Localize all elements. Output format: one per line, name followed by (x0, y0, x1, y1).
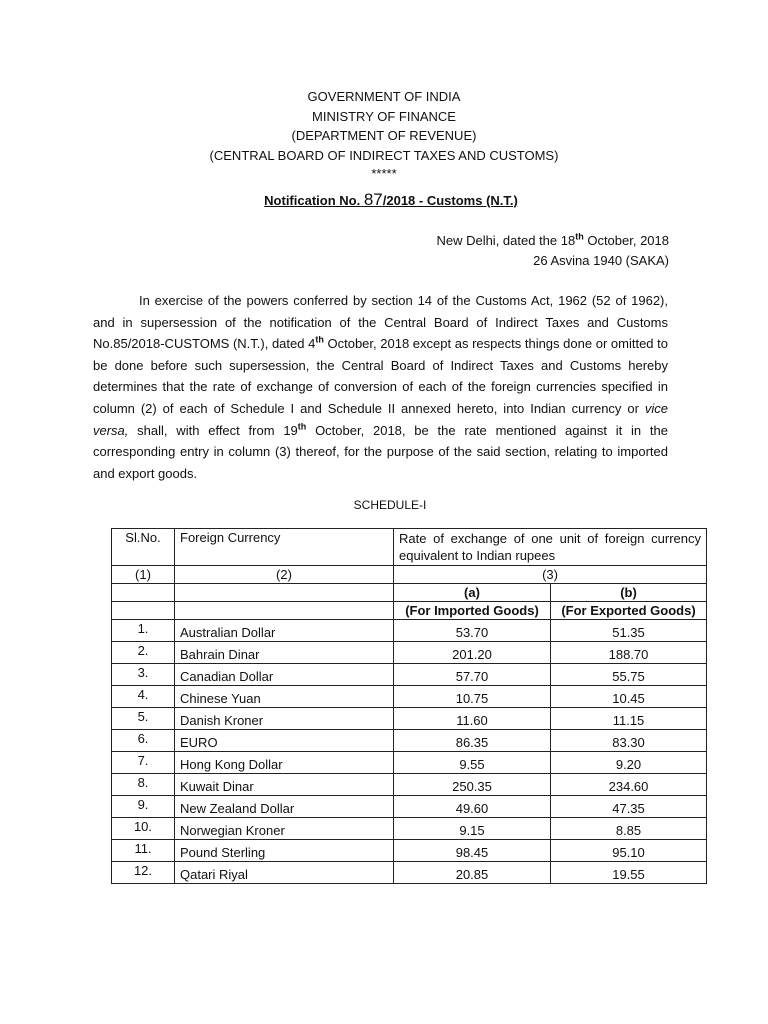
sl-no-cell: 1. (112, 620, 175, 642)
subcolumn-a: (a) (394, 584, 551, 602)
sl-no-cell: 9. (112, 796, 175, 818)
currency-cell: Kuwait Dinar (175, 774, 394, 796)
currency-cell: EURO (175, 730, 394, 752)
currency-cell: Norwegian Kroner (175, 818, 394, 840)
notification-title (0, 190, 768, 210)
header-stars: ***** (371, 166, 397, 181)
currency-cell: New Zealand Dollar (175, 796, 394, 818)
table-goods-row (112, 602, 707, 620)
table-header-row (112, 529, 707, 566)
column-number-3: (3) (394, 566, 707, 584)
notification-paragraph: In exercise of the powers conferred by section 14 of the Customs Act, 1962 (52 of 1962), and in supersession of the notification of the Central Board of Indirect Taxes and Customs No.85/2018-CUSTOMS (N.T.), dated 4th October, 2018 except as respects things done or omitted to be done before such supersession, the Central Board of Indirect Taxes and Customs hereby determines that the rate of exchange of conversion of each of the foreign currencies specified in column (2) of each of Schedule I and Schedule II annexed hereto, into Indian currency or vice versa, shall, with effect from 19th October, 2018, be the rate mentioned against it in the corresponding entry in column (3) thereof, for the purpose of the said section, relating to imported and export goods. (93, 293, 669, 481)
sl-no-cell: 11. (112, 840, 175, 862)
header-ministry: MINISTRY OF FINANCE (312, 109, 456, 124)
sl-no-cell: 8. (112, 774, 175, 796)
imported-rate-cell: 250.35 (394, 774, 551, 796)
exchange-rate-table (111, 528, 707, 884)
table-row (112, 862, 707, 884)
table-subcolumn-row (112, 584, 707, 602)
subcolumn-b: (b) (551, 584, 707, 602)
exported-rate-cell: 47.35 (551, 796, 707, 818)
header-exported-goods: (For Exported Goods) (551, 602, 707, 620)
table-row (112, 686, 707, 708)
sl-no-cell: 4. (112, 686, 175, 708)
sl-no-cell: 5. (112, 708, 175, 730)
sl-no-cell: 12. (112, 862, 175, 884)
currency-cell: Danish Kroner (175, 708, 394, 730)
exported-rate-cell: 11.15 (551, 708, 707, 730)
exported-rate-cell: 234.60 (551, 774, 707, 796)
table-row (112, 642, 707, 664)
header-imported-goods: (For Imported Goods) (394, 602, 551, 620)
table-row (112, 708, 707, 730)
header-government: GOVERNMENT OF INDIA (307, 89, 461, 104)
currency-cell: Chinese Yuan (175, 686, 394, 708)
column-number-1: (1) (112, 566, 175, 584)
imported-rate-cell: 201.20 (394, 642, 551, 664)
currency-cell: Australian Dollar (175, 620, 394, 642)
exported-rate-cell: 8.85 (551, 818, 707, 840)
currency-cell: Qatari Riyal (175, 862, 394, 884)
header-board: (CENTRAL BOARD OF INDIRECT TAXES AND CUSTOMS) (209, 148, 559, 163)
currency-cell: Bahrain Dinar (175, 642, 394, 664)
currency-cell: Hong Kong Dollar (175, 752, 394, 774)
table-row (112, 620, 707, 642)
currency-cell: Canadian Dollar (175, 664, 394, 686)
notification-number: 87 (363, 190, 383, 209)
exported-rate-cell: 10.45 (551, 686, 707, 708)
column-number-2: (2) (175, 566, 394, 584)
sl-no-cell: 2. (112, 642, 175, 664)
exported-rate-cell: 19.55 (551, 862, 707, 884)
notification-suffix: /2018 - Customs (N.T.) (382, 193, 518, 208)
table-row (112, 774, 707, 796)
exported-rate-cell: 188.70 (551, 642, 707, 664)
imported-rate-cell: 11.60 (394, 708, 551, 730)
imported-rate-cell: 53.70 (394, 620, 551, 642)
header-rate: Rate of exchange of one unit of foreign currency equivalent to Indian rupees (394, 529, 707, 566)
currency-cell: Pound Sterling (175, 840, 394, 862)
imported-rate-cell: 57.70 (394, 664, 551, 686)
table-row (112, 730, 707, 752)
dateline-saka: 26 Asvina 1940 (SAKA) (533, 253, 669, 268)
table-row (112, 840, 707, 862)
exported-rate-cell: 83.30 (551, 730, 707, 752)
table-column-number-row (112, 566, 707, 584)
exported-rate-cell: 51.35 (551, 620, 707, 642)
table-row (112, 752, 707, 774)
sl-no-cell: 6. (112, 730, 175, 752)
exported-rate-cell: 55.75 (551, 664, 707, 686)
table-row (112, 818, 707, 840)
sl-no-cell: 3. (112, 664, 175, 686)
table-row (112, 796, 707, 818)
table-row (112, 664, 707, 686)
exported-rate-cell: 95.10 (551, 840, 707, 862)
header-department: (DEPARTMENT OF REVENUE) (291, 128, 477, 143)
imported-rate-cell: 10.75 (394, 686, 551, 708)
header-sl-no: Sl.No. (112, 529, 175, 566)
schedule-title: SCHEDULE-I (353, 498, 427, 512)
imported-rate-cell: 86.35 (394, 730, 551, 752)
sl-no-cell: 10. (112, 818, 175, 840)
sl-no-cell: 7. (112, 752, 175, 774)
imported-rate-cell: 98.45 (394, 840, 551, 862)
notification-prefix: Notification No. (264, 193, 361, 208)
header-foreign-currency: Foreign Currency (175, 529, 394, 566)
imported-rate-cell: 9.15 (394, 818, 551, 840)
imported-rate-cell: 20.85 (394, 862, 551, 884)
exported-rate-cell: 9.20 (551, 752, 707, 774)
imported-rate-cell: 49.60 (394, 796, 551, 818)
dateline-place-date: New Delhi, dated the 18th October, 2018 (436, 231, 669, 248)
imported-rate-cell: 9.55 (394, 752, 551, 774)
